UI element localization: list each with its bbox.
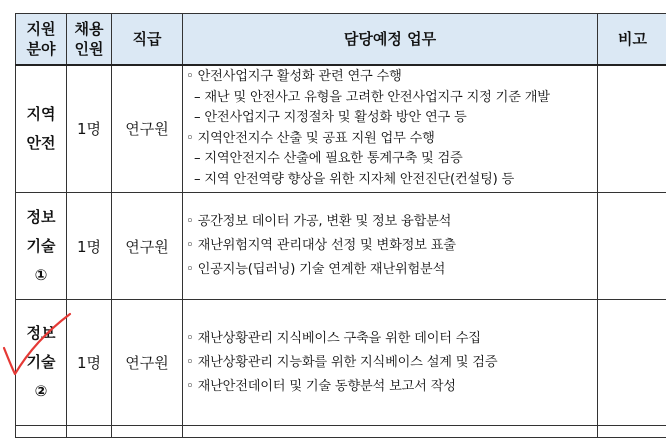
field-cell: 정보 기술 ② — [16, 300, 67, 426]
table-header-row — [16, 14, 666, 65]
field-cell: 정보 기술 ① — [16, 193, 67, 300]
field-cell: 지역 안전 — [16, 65, 67, 193]
recruitment-table — [15, 13, 666, 438]
count-cell: 1명 — [67, 65, 112, 193]
table-row — [16, 65, 666, 193]
duties-cell — [183, 300, 598, 426]
count-cell: 1명 — [67, 193, 112, 300]
duties-cell — [183, 193, 598, 300]
count-cell: 1명 — [67, 300, 112, 426]
grade-cell: 연구원 — [112, 193, 183, 300]
header-count: 채용 인원 — [67, 14, 112, 65]
table-row — [16, 193, 666, 300]
duty-item: ◦ 안전사업지구 활성화 관련 연구 수행 — [186, 67, 597, 88]
duty-subitem: – 재난 및 안전사고 유형을 고려한 안전사업지구 지정 기준 개발 — [186, 88, 597, 109]
duty-item: ◦ 지역안전지수 산출 및 공표 지원 업무 수행 — [186, 129, 597, 150]
duty-item: ◦ 재난상황관리 지능화를 위한 지식베이스 설계 및 검증 — [186, 351, 597, 375]
table-row — [16, 300, 666, 426]
remarks-cell — [598, 65, 666, 193]
header-grade: 직급 — [112, 14, 183, 65]
duty-item: ◦ 재난위험지역 관리대상 선정 및 변화정보 표출 — [186, 234, 597, 258]
duty-item: ◦ 재난상황관리 지식베이스 구축을 위한 데이터 수집 — [186, 327, 597, 351]
duty-subitem: – 지역 안전역량 향상을 위한 지자체 안전진단(컨설팅) 등 — [186, 170, 597, 191]
duty-item: ◦ 공간정보 데이터 가공, 변환 및 정보 융합분석 — [186, 210, 597, 234]
duty-item: ◦ 재난안전데이터 및 기술 동향분석 보고서 작성 — [186, 375, 597, 399]
grade-cell: 연구원 — [112, 300, 183, 426]
remarks-cell — [598, 300, 666, 426]
duties-cell — [183, 65, 598, 193]
header-remarks: 비고 — [598, 14, 666, 65]
remarks-cell — [598, 193, 666, 300]
header-field: 지원 분야 — [16, 14, 67, 65]
header-duties: 담당예정 업무 — [183, 14, 598, 65]
grade-cell: 연구원 — [112, 65, 183, 193]
duty-subitem: – 안전사업지구 지정절차 및 활성화 방안 연구 등 — [186, 108, 597, 129]
duty-item: ◦ 인공지능(딥러닝) 기술 연계한 재난위험분석 — [186, 258, 597, 282]
table-row-partial — [16, 426, 666, 438]
duty-subitem: – 지역안전지수 산출에 필요한 통계구축 및 검증 — [186, 149, 597, 170]
